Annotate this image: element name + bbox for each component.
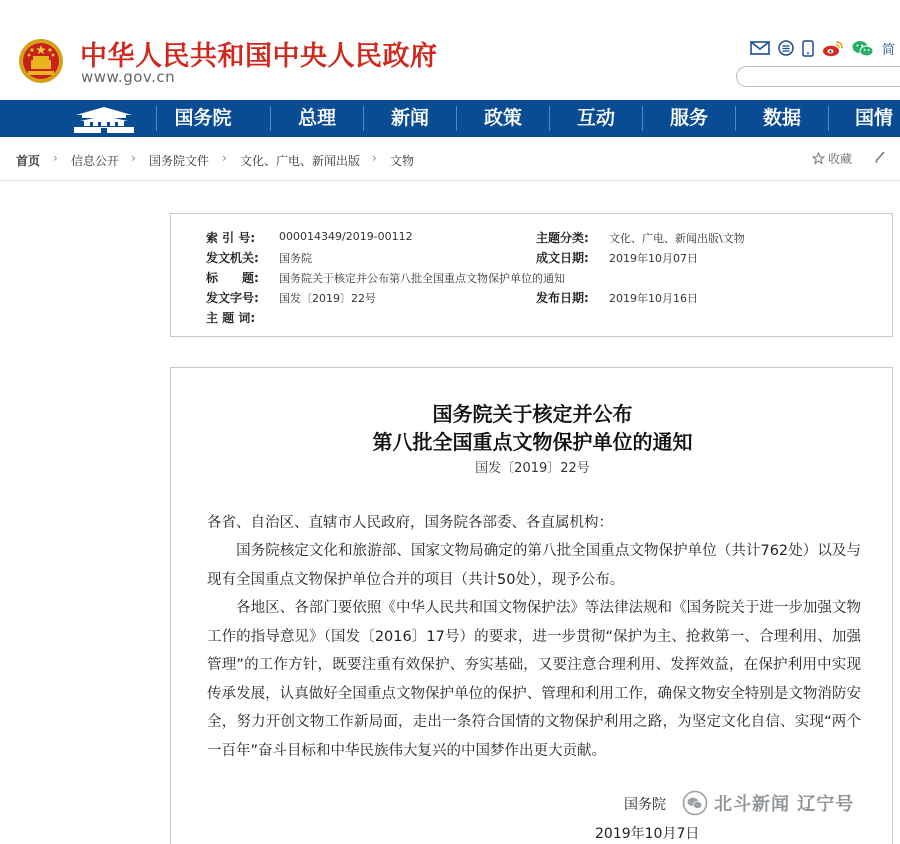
document-salutation: 各省、自治区、直辖市人民政府，国务院各部委、各直属机构：: [207, 515, 613, 531]
title-label: 标 题:: [206, 271, 259, 285]
keywords-label: 主 题 词:: [206, 311, 256, 325]
document-date: 2019年10月7日: [595, 826, 700, 842]
breadcrumb-info-disclosure[interactable]: 信息公开: [71, 154, 120, 168]
nav-item-data[interactable]: 数据: [762, 107, 801, 129]
category-value: 文化、广电、新闻出版\文物: [609, 232, 745, 245]
document-paragraph: 各地区、各部门要依照《中华人民共和国文物保护法》等法律法规和《国务院关于进一步加强文物工作的指导意见》（国发〔2016〕17号）的要求，进一步贯彻“保护为主、抢救第一、合理利用、加强管理”的工作方针，既要注重有效保护、夯实基础，又要注意合理利用、发挥效益，在保护利用中实现传承发展，认真做好全国重点文物保护单位的保护、管理和利用工作，确保文物安全特别是文物消防安全，努力开创文物工作新局面，走出一条符合国情的文物保护利用之路，为坚定文化自信、实现“两个一百年”奋斗目标和中华民族伟大复兴的中国梦作出更大贡献。: [207, 600, 861, 759]
wechat-icon[interactable]: [852, 40, 874, 57]
breadcrumb: [0, 137, 900, 181]
star-icon: [812, 152, 825, 165]
document-number: 国发〔2019〕22号: [475, 461, 590, 476]
index-number-label: 索 引 号:: [206, 231, 256, 245]
created-date-label: 成文日期:: [536, 251, 589, 265]
simplified-chinese-link[interactable]: 简: [882, 42, 896, 58]
issuer-label: 发文机关:: [206, 251, 259, 265]
nav-item-policy[interactable]: 政策: [483, 107, 522, 129]
breadcrumb-cultural-relics[interactable]: 文物: [390, 154, 415, 168]
breadcrumb-culture-media[interactable]: 文化、广电、新闻出版: [240, 154, 361, 168]
index-number-value: 000014349/2019-00112: [279, 230, 413, 243]
nav-item-premier[interactable]: 总理: [297, 107, 336, 129]
chevron-right-icon: ›: [53, 151, 58, 165]
document-metadata-table: [170, 213, 893, 337]
nav-item-interaction[interactable]: 互动: [576, 107, 615, 129]
document-title-line-1: 国务院关于核定并公布: [432, 402, 633, 426]
tiananmen-logo-icon[interactable]: [72, 104, 136, 134]
breadcrumb-state-council-docs[interactable]: 国务院文件: [149, 154, 210, 168]
site-url[interactable]: www.gov.cn: [81, 68, 176, 86]
document-title-line-2: 第八批全国重点文物保护单位的通知: [372, 430, 693, 454]
watermark-text: 北斗新闻 辽宁号: [714, 794, 855, 815]
mobile-icon[interactable]: [802, 40, 814, 57]
favorite-button[interactable]: [812, 150, 852, 167]
search-input[interactable]: [736, 66, 900, 87]
doc-number-value: 国发〔2019〕22号: [279, 292, 376, 305]
published-date-value: 2019年10月16日: [609, 292, 698, 305]
breadcrumb-home[interactable]: 首页: [16, 154, 41, 168]
nav-item-services[interactable]: 服务: [669, 107, 708, 129]
site-header: [0, 0, 900, 100]
chevron-right-icon: ›: [131, 151, 136, 165]
pen-icon[interactable]: [874, 150, 886, 166]
chevron-right-icon: ›: [222, 151, 227, 165]
document-paragraph: 国务院核定文化和旅游部、国家文物局确定的第八批全国重点文物保护单位（共计762处）以及与现有全国重点文物保护单位合并的项目（共计50处），现予公布。: [207, 543, 861, 588]
mail-icon[interactable]: [750, 41, 770, 55]
top-toolbar: [750, 38, 895, 58]
nav-item-news[interactable]: 新闻: [390, 107, 429, 129]
issuer-value: 国务院: [279, 252, 312, 265]
created-date-value: 2019年10月07日: [609, 252, 698, 265]
doc-number-label: 发文字号:: [206, 291, 259, 305]
weibo-icon[interactable]: [822, 40, 844, 57]
published-date-label: 发布日期:: [536, 291, 589, 305]
nav-item-state-council[interactable]: 国务院: [174, 107, 232, 129]
document-body: [170, 367, 893, 844]
favorite-label: 收藏: [828, 152, 853, 166]
title-value: 国务院关于核定并公布第八批全国重点文物保护单位的通知: [279, 272, 565, 285]
category-label: 主题分类:: [536, 231, 589, 245]
watermark: [682, 790, 854, 816]
document-signature: 国务院: [624, 797, 666, 813]
site-title[interactable]: 中华人民共和国中央人民政府: [80, 41, 438, 72]
beidou-logo-icon: [682, 790, 708, 816]
chevron-right-icon: ›: [372, 151, 377, 165]
list-icon[interactable]: [778, 40, 794, 56]
nav-item-national-conditions[interactable]: 国情: [854, 107, 893, 129]
main-nav: [0, 100, 900, 137]
national-emblem-icon[interactable]: [18, 38, 64, 84]
